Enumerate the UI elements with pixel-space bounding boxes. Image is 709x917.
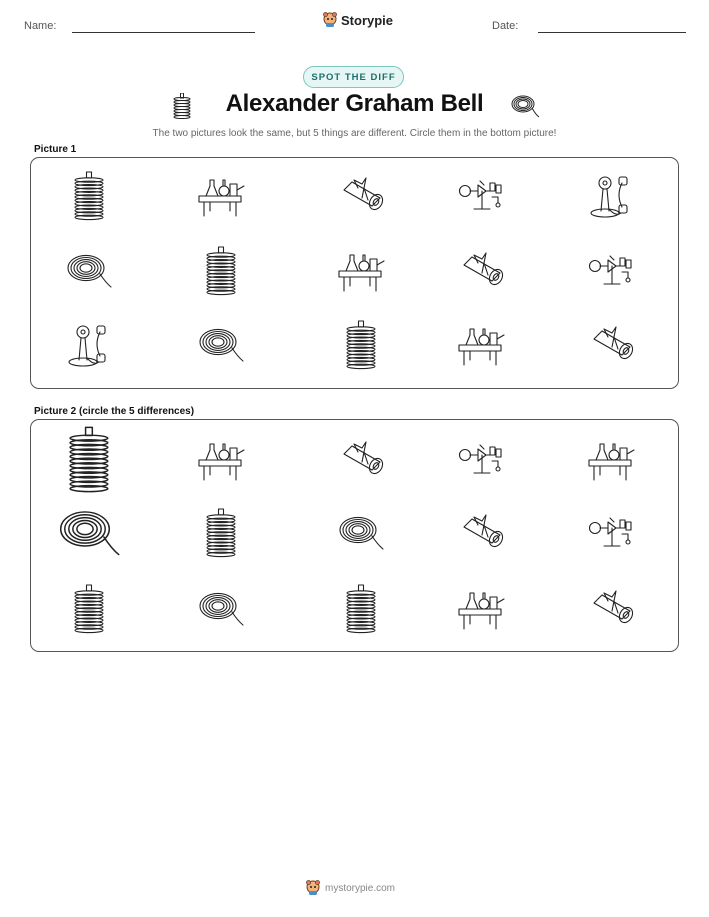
- telephone-transmitter-icon[interactable]: [588, 514, 634, 552]
- wire-coil-icon: [510, 93, 540, 124]
- name-field[interactable]: [72, 32, 255, 33]
- wire-coil-icon[interactable]: [198, 589, 244, 629]
- diploma-scroll-icon[interactable]: [458, 515, 504, 551]
- lab-table-icon: [196, 174, 246, 218]
- wire-coil-icon: [198, 325, 244, 365]
- lab-table-icon: [336, 249, 386, 293]
- candlestick-telephone-icon: [588, 173, 634, 219]
- lab-table-icon: [456, 323, 506, 367]
- wire-coil-icon: [66, 251, 112, 291]
- page-title: Alexander Graham Bell: [225, 90, 484, 117]
- storypie-mascot-icon: [306, 880, 320, 896]
- footer-site-link[interactable]: mystorypie.com: [325, 882, 396, 894]
- coil-stack-icon[interactable]: [72, 584, 106, 634]
- diploma-scroll-icon[interactable]: [338, 442, 384, 478]
- diploma-scroll-icon: [588, 327, 634, 363]
- coil-stack-icon: [204, 246, 238, 296]
- date-field[interactable]: [538, 32, 686, 33]
- storypie-mascot-icon: [323, 12, 337, 28]
- wire-coil-icon[interactable]: [338, 513, 384, 553]
- diploma-scroll-icon: [458, 253, 504, 289]
- instructions-text: The two pictures look the same, but 5 things are different. Circle them in the bottom picture!: [152, 128, 557, 139]
- picture1-label: Picture 1: [34, 144, 77, 155]
- footer: [306, 880, 395, 896]
- coil-stack-icon[interactable]: [344, 584, 378, 634]
- diploma-scroll-icon: [338, 178, 384, 214]
- brand-name: Storypie: [341, 12, 394, 28]
- storypie-logo: [323, 12, 393, 28]
- lab-table-icon[interactable]: [586, 438, 636, 482]
- date-label: Date:: [492, 20, 519, 32]
- diploma-scroll-icon[interactable]: [588, 591, 634, 627]
- picture2-panel[interactable]: [30, 419, 679, 652]
- coil-stack-icon[interactable]: [66, 426, 112, 494]
- picture1-panel: [30, 157, 679, 389]
- coil-stack-icon: [72, 171, 106, 221]
- telephone-transmitter-icon: [588, 252, 634, 290]
- lab-table-icon[interactable]: [196, 438, 246, 482]
- telephone-transmitter-icon: [458, 177, 504, 215]
- spot-the-diff-badge: SPOT THE DIFF: [303, 66, 404, 88]
- wire-coil-icon[interactable]: [58, 506, 120, 560]
- candlestick-telephone-icon: [66, 322, 112, 368]
- telephone-transmitter-icon[interactable]: [458, 441, 504, 479]
- picture2-label: Picture 2 (circle the 5 differences): [34, 406, 195, 417]
- coil-stack-icon: [344, 320, 378, 370]
- name-label: Name:: [24, 20, 57, 32]
- lab-table-icon[interactable]: [456, 587, 506, 631]
- coil-stack-icon[interactable]: [204, 508, 238, 558]
